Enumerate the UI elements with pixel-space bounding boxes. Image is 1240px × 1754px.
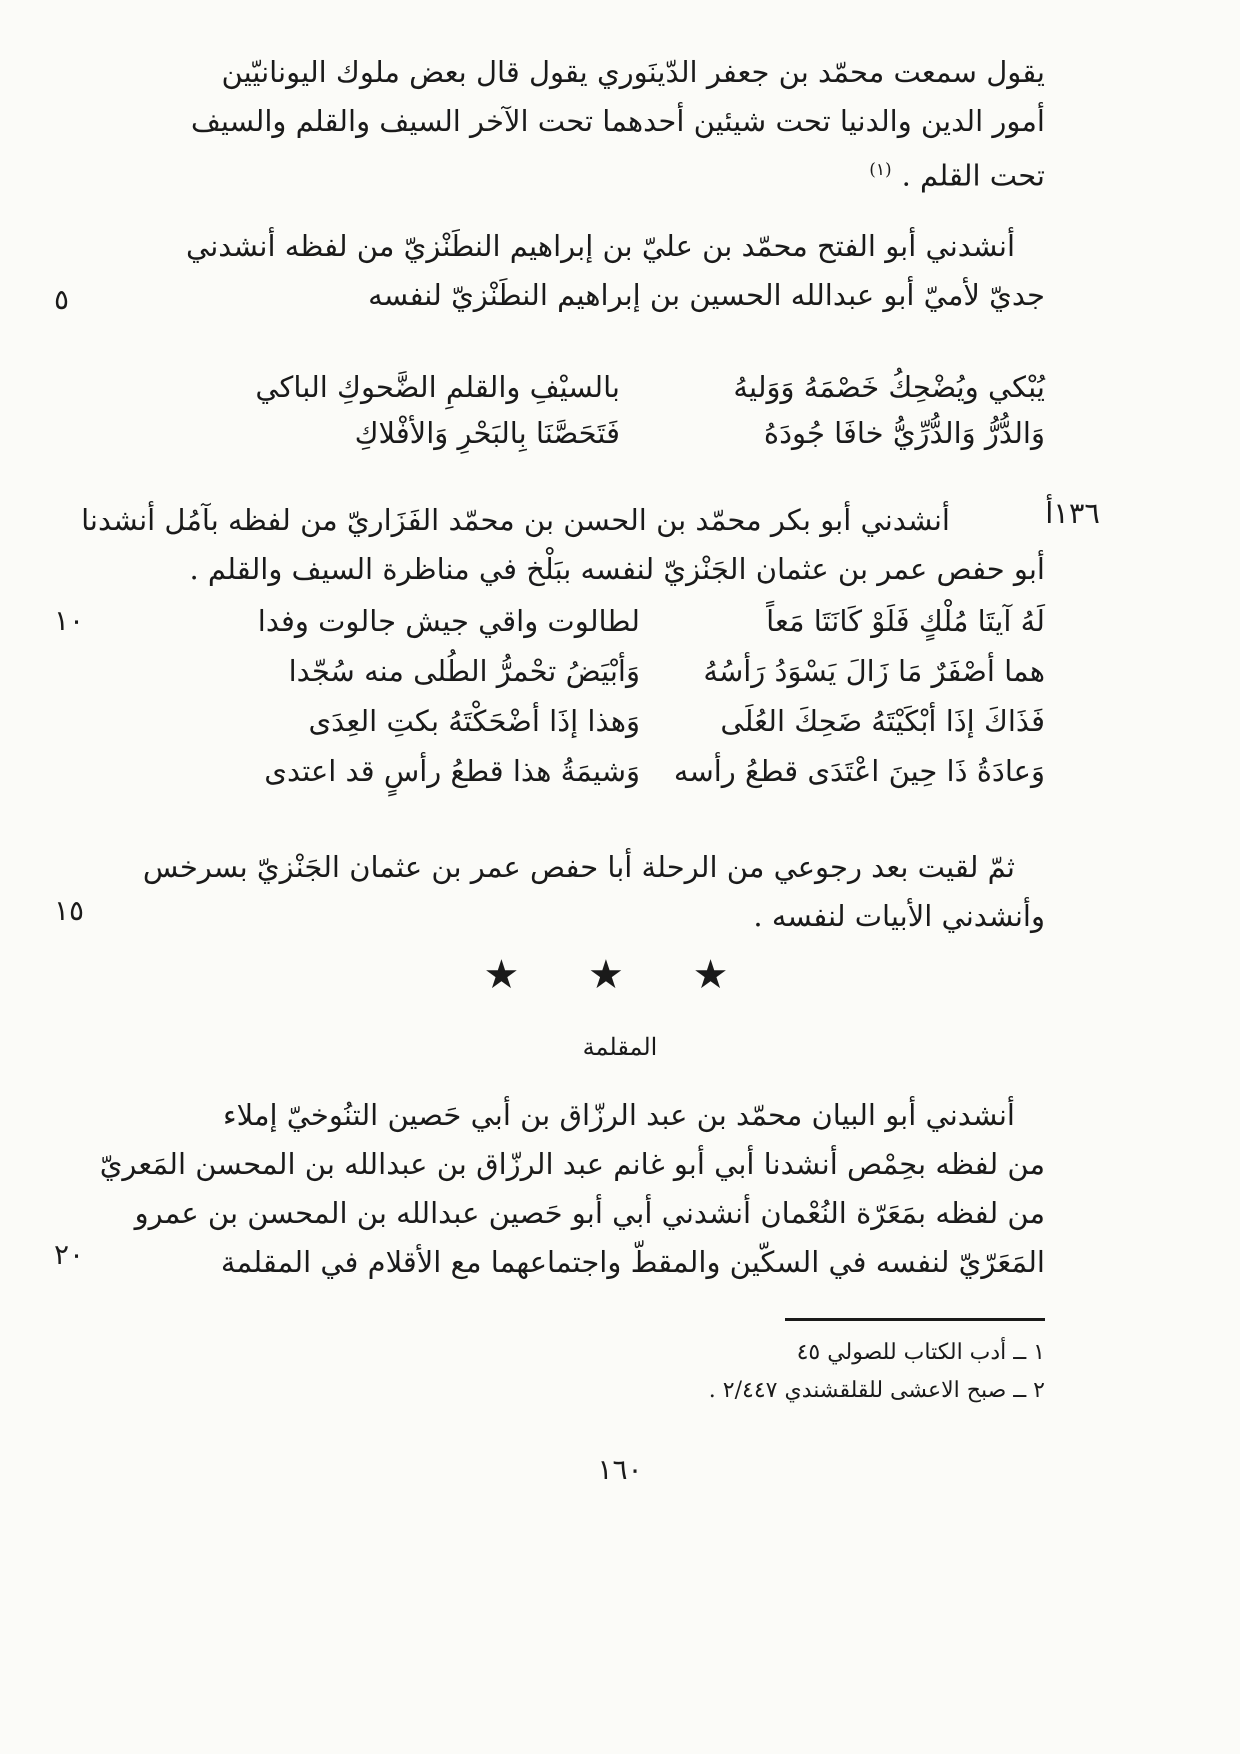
text-line: وأنشدني الأبيات لنفسه . — [753, 899, 1045, 933]
line-number-15: ١٥ — [54, 894, 85, 927]
paragraph-3 — [81, 496, 1045, 594]
section-separator: ★ ★ ★ — [483, 952, 757, 998]
verse-hemistich: هما أصْفَرٌ مَا زَالَ يَسْوَدُ رَأسُهُ — [703, 654, 1045, 688]
line-number-20: ٢٠ — [54, 1238, 85, 1271]
text-line-content: تحت القلم . — [901, 158, 1045, 193]
footnote-1: ١ ــ أدب الكتاب للصولي ٤٥ — [796, 1340, 1045, 1365]
verse-hemistich: وَعادَةُ ذَا حِينَ اعْتَدَى قطعُ رأسه — [673, 754, 1045, 788]
paragraph-2 — [90, 222, 1045, 320]
paragraph-1 — [90, 48, 1045, 201]
text-line: أنشدني أبو بكر محمّد بن الحسن بن محمّد الفَزَاريّ من لفظه بآمُل أنشدنا — [81, 503, 950, 537]
footnote-2: ٢ ــ صبح الاعشى للقلقشندي ٢/٤٤٧ . — [708, 1378, 1045, 1403]
footnote-ref: (١) — [869, 160, 892, 180]
text-line: جديّ لأميّ أبو عبدالله الحسين بن إبراهيم النطَنْزيّ لنفسه — [368, 278, 1045, 312]
verse-hemistich: فَذَاكَ إذَا أبْكَيْتَهُ ضَحِكَ العُلَى — [720, 704, 1045, 738]
text-line: من لفظه بمَعَرّة النُعْمان أنشدني أبي أبو حَصين عبدالله بن المحسن بن عمرو — [134, 1196, 1045, 1230]
folio-marker: ١٣٦أ — [1045, 496, 1100, 530]
paragraph-5 — [90, 1091, 1045, 1287]
footnote-rule — [785, 1318, 1045, 1321]
page-number: ١٦٠ — [597, 1453, 643, 1486]
section-heading: المقلمة — [582, 1033, 658, 1061]
verse-hemistich: لطالوت واقي جيش جالوت وفدا — [257, 604, 640, 638]
text-line — [90, 146, 1045, 201]
verse-hemistich: وَشيمَةُ هذا قطعُ رأسٍ قد اعتدى — [264, 754, 640, 788]
text-line: من لفظه بحِمْص أنشدنا أبي أبو غانم عبد الرزّاق بن عبدالله بن المحسن المَعريّ — [99, 1147, 1045, 1181]
verse-hemistich: لَهُ آيتَا مُلْكٍ فَلَوْ كَانَتَا مَعاً — [766, 604, 1045, 638]
text-line: أمور الدين والدنيا تحت شيئين أحدهما تحت الآخر السيف والقلم والسيف — [190, 104, 1045, 138]
line-number-5: ٥ — [54, 283, 70, 316]
verse-hemistich: وَهذا إذَا أضْحَكْتَهُ بكتِ العِدَى — [308, 704, 640, 738]
text-line: ثمّ لقيت بعد رجوعي من الرحلة أبا حفص عمر بن عثمان الجَنْزيّ بسرخس — [142, 850, 1015, 884]
verse-hemistich: وَأبْيَضُ تحْمرُّ الطُلى منه سُجّدا — [288, 654, 640, 688]
verse-hemistich: يُبْكي ويُضْحِكُ خَصْمَهُ وَوَليهُ — [733, 370, 1045, 404]
verse-hemistich: فَتَحَصَّنَا بِالبَحْرِ وَالأفْلاكِ — [354, 416, 620, 450]
line-number-10: ١٠ — [54, 604, 85, 637]
paragraph-4 — [90, 843, 1045, 941]
text-line: أنشدني أبو البيان محمّد بن عبد الرزّاق بن أبي حَصين التنُوخيّ إملاء — [223, 1098, 1015, 1132]
text-line: أبو حفص عمر بن عثمان الجَنْزيّ لنفسه ببَلْخ في مناظرة السيف والقلم . — [189, 552, 1045, 586]
verse-hemistich: وَالدُّرُّ وَالدُّرِّيُّ خافَا جُودَهُ — [763, 416, 1045, 450]
text-line: أنشدني أبو الفتح محمّد بن عليّ بن إبراهيم النطَنْزيّ من لفظه أنشدني — [186, 229, 1015, 263]
text-line: المَعَرّيّ لنفسه في السكّين والمقطّ واجتماعهما مع الأقلام في المقلمة — [220, 1245, 1045, 1279]
verse-hemistich: بالسيْفِ والقلمِ الضَّحوكِ الباكي — [255, 370, 620, 404]
text-line: يقول سمعت محمّد بن جعفر الدّينَوري يقول قال بعض ملوك اليونانيّين — [221, 55, 1045, 89]
